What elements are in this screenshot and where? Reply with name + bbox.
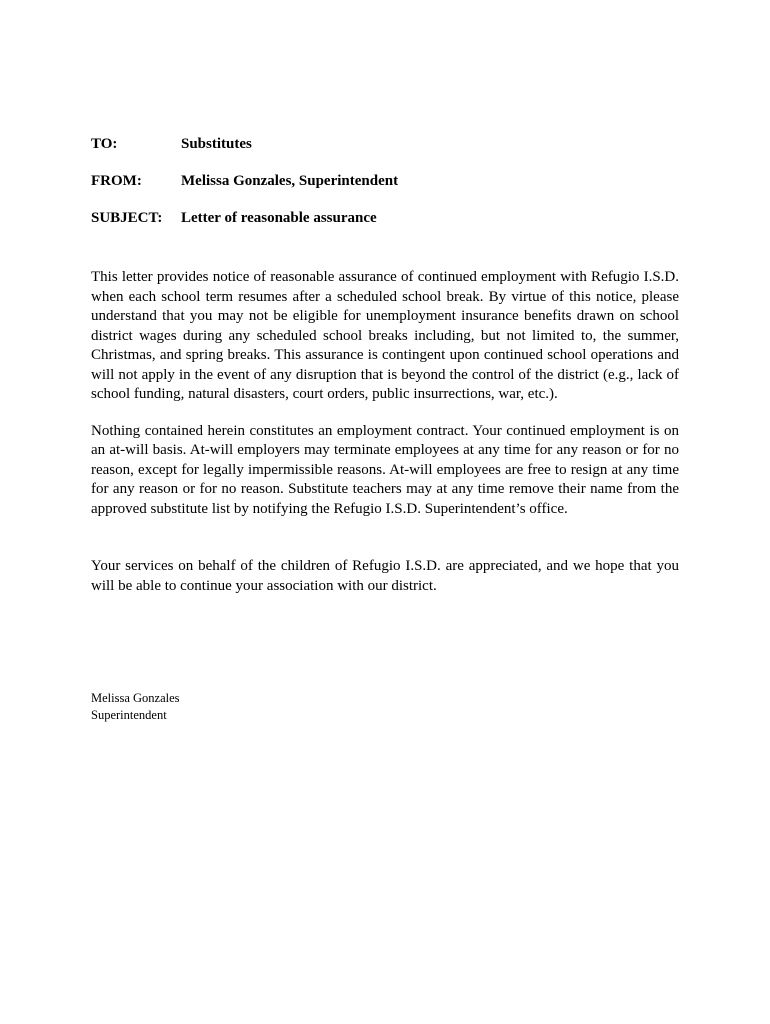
memo-from-label: FROM: <box>91 173 142 189</box>
memo-to-label: TO: <box>91 136 118 152</box>
signature-block <box>91 690 180 724</box>
memo-subject-label: SUBJECT: <box>91 210 163 226</box>
memo-header <box>91 136 691 247</box>
memo-subject-value: Letter of reasonable assurance <box>181 210 377 226</box>
memo-from-value: Melissa Gonzales, Superintendent <box>181 173 399 189</box>
body-paragraph-notice: This letter provides notice of reasonable assurance of continued employment with Refugio I.S.D. when each school term resumes after a scheduled school break. By virtue of this notice, please understand that you may not be eligible for unemployment insurance benefits drawn on school district wages during any scheduled school breaks including, but not limited to, the summer, Christmas, and spring breaks. This assurance is contingent upon continued school operations and will not apply in the event of any disruption that is beyond the control of the district (e.g., lack of school funding, natural disasters, court orders, public insurrections, war, etc.). <box>91 269 679 402</box>
memo-subject-row <box>91 210 691 247</box>
memo-to-value: Substitutes <box>181 136 252 152</box>
body-paragraph-appreciation: Your services on behalf of the children of Refugio I.S.D. are appreciated, and we hope that you will be able to continue your association with our district. <box>91 558 679 594</box>
letter-body <box>91 268 679 596</box>
body-paragraph-at-will: Nothing contained herein constitutes an employment contract. Your continued employment is on an at-will basis. At-will employers may terminate employees at any time for any reason or for no reason, except for legally impermissible reasons. At-will employees are free to resign at any time for any reason or for no reason. Substitute teachers may at any time remove their name from the approved substitute list by notifying the Refugio I.S.D. Superintendent’s office. <box>91 422 679 517</box>
memo-to-row <box>91 136 691 173</box>
memo-from-row <box>91 173 691 210</box>
signature-name: Melissa Gonzales <box>91 691 180 705</box>
signature-title: Superintendent <box>91 708 167 722</box>
